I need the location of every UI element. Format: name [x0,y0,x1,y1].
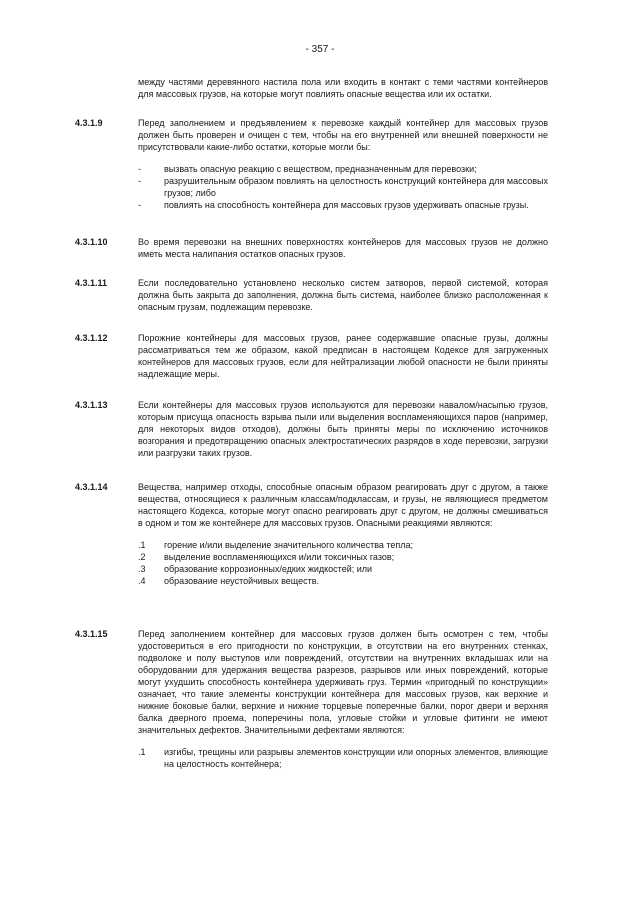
list-marker: .4 [138,576,146,586]
list-marker: - [138,200,141,210]
section-4-3-1-15 [75,628,550,770]
section-number: 4.3.1.10 [75,237,108,247]
list-marker: .1 [138,540,146,550]
page-number: - 357 - [305,44,335,55]
section-paragraph: Порожние контейнеры для массовых грузов, ранее содержавшие опасные грузы, должны рассматриваться тем же образом, какой предписан в настоящем Кодексе для загруженных контейнеров для массовых грузов, если для нейтрализации любой опасности не были приняты надлежащие меры. [138,333,548,379]
list-item-text: выделение воспламеняющихся и/или токсичных газов; [164,552,395,562]
section-number: 4.3.1.12 [75,333,108,343]
list-item-text: повлиять на способность контейнера для массовых грузов удерживать опасные грузы. [164,200,529,210]
continuation-paragraph: между частями деревянного настила пола или входить в контакт с теми частями контейнеров для массовых грузов, на которые могут повлиять опасные вещества или их остатки. [138,77,548,99]
section-number: 4.3.1.9 [75,118,103,128]
section-4-3-1-11 [75,277,550,313]
list-item [138,746,548,770]
list-item [138,539,548,551]
numbered-list [138,539,548,587]
section-paragraph: Вещества, например отходы, способные опасным образом реагировать друг с другом, а также вещества, относящиеся к различным классам/подклассам, и грузы, не являющиеся предметом настоящего Кодекса, которые могут опасно реагировать друг с другом, не должны смешиваться в одном и том же контейнере для массовых грузов. Опасными реакциями являются: [138,482,548,528]
list-item-text: горение и/или выделение значительного количества тепла; [164,540,414,550]
section-paragraph: Если контейнеры для массовых грузов используются для перевозки навалом/насыпью грузов, которым присуща опасность взрыва пыли или выделения воспламеняющихся паров (например, для некоторых видов отходов), должны быть приняты меры по исключению источников возгорания и предотвращению опасных электростатических разрядов в ходе перевозки, загрузки или разгрузки таких грузов. [138,400,548,458]
bullet-list [138,163,548,211]
section-number: 4.3.1.15 [75,629,108,639]
list-marker: .2 [138,552,146,562]
section-paragraph: Перед заполнением и предъявлением к перевозке каждый контейнер для массовых грузов должен быть проверен и очищен с тем, чтобы на его внутренней или внешней поверхности не присутствовали какие-либо остатки, которые могли бы: [138,118,548,152]
section-number: 4.3.1.11 [75,278,108,288]
section-4-3-1-12 [75,332,550,380]
section-number: 4.3.1.14 [75,482,108,492]
list-item [138,163,548,175]
list-item [138,575,548,587]
list-item-text: изгибы, трещины или разрывы элементов конструкции или опорных элементов, влияющие на целостность контейнера; [164,747,548,769]
section-paragraph: Во время перевозки на внешних поверхностях контейнеров для массовых грузов не должно иметь места налипания остатков опасных грузов. [138,237,548,259]
section-paragraph: Если последовательно установлено несколько систем затворов, первой системой, которая должна быть закрыта до заполнения, должна быть система, наиболее близко расположенная к опасным грузам, подлежащим перевозке. [138,278,548,312]
list-item [138,199,548,211]
list-item-text: разрушительным образом повлиять на целостность конструкций контейнера для массовых грузов; либо [164,176,548,198]
list-marker: - [138,176,141,186]
section-paragraph: Перед заполнением контейнер для массовых грузов должен быть осмотрен с тем, чтобы удостовериться в его пригодности по конструкции, в отсутствии на его внутренних стенках, подволоке и полу выступов или повреждений, отсутствии на внутренних вкладышах или на оборудовании для удержания вещества разрезов, разрывов или иных повреждений, которые могут ухудшить способность контейнера удерживать груз. Термин «пригодный по конструкции» означает, что такие элементы конструкции контейнера для массовых грузов, как верхние и нижние боковые балки, верхние и нижние торцевые поперечные балки, порог двери и верхняя балка дверного проема, поперечины пола, угловые стойки и угловые фитинги не имеют значительных дефектов. Значительными дефектами являются: [138,629,548,735]
list-item [138,551,548,563]
section-4-3-1-14 [75,481,550,587]
list-item-text: образование неустойчивых веществ. [164,576,319,586]
list-item [138,175,548,199]
list-marker: .1 [138,747,146,757]
section-4-3-1-13 [75,399,550,459]
section-4-3-1-10 [75,236,550,260]
list-item [138,563,548,575]
list-item-text: образование коррозионных/едких жидкостей; или [164,564,373,574]
section-4-3-1-9 [75,117,550,211]
numbered-list [138,746,548,770]
list-item-text: вызвать опасную реакцию с веществом, предназначенным для перевозки; [164,164,477,174]
section-number: 4.3.1.13 [75,400,108,410]
list-marker: - [138,164,141,174]
list-marker: .3 [138,564,146,574]
